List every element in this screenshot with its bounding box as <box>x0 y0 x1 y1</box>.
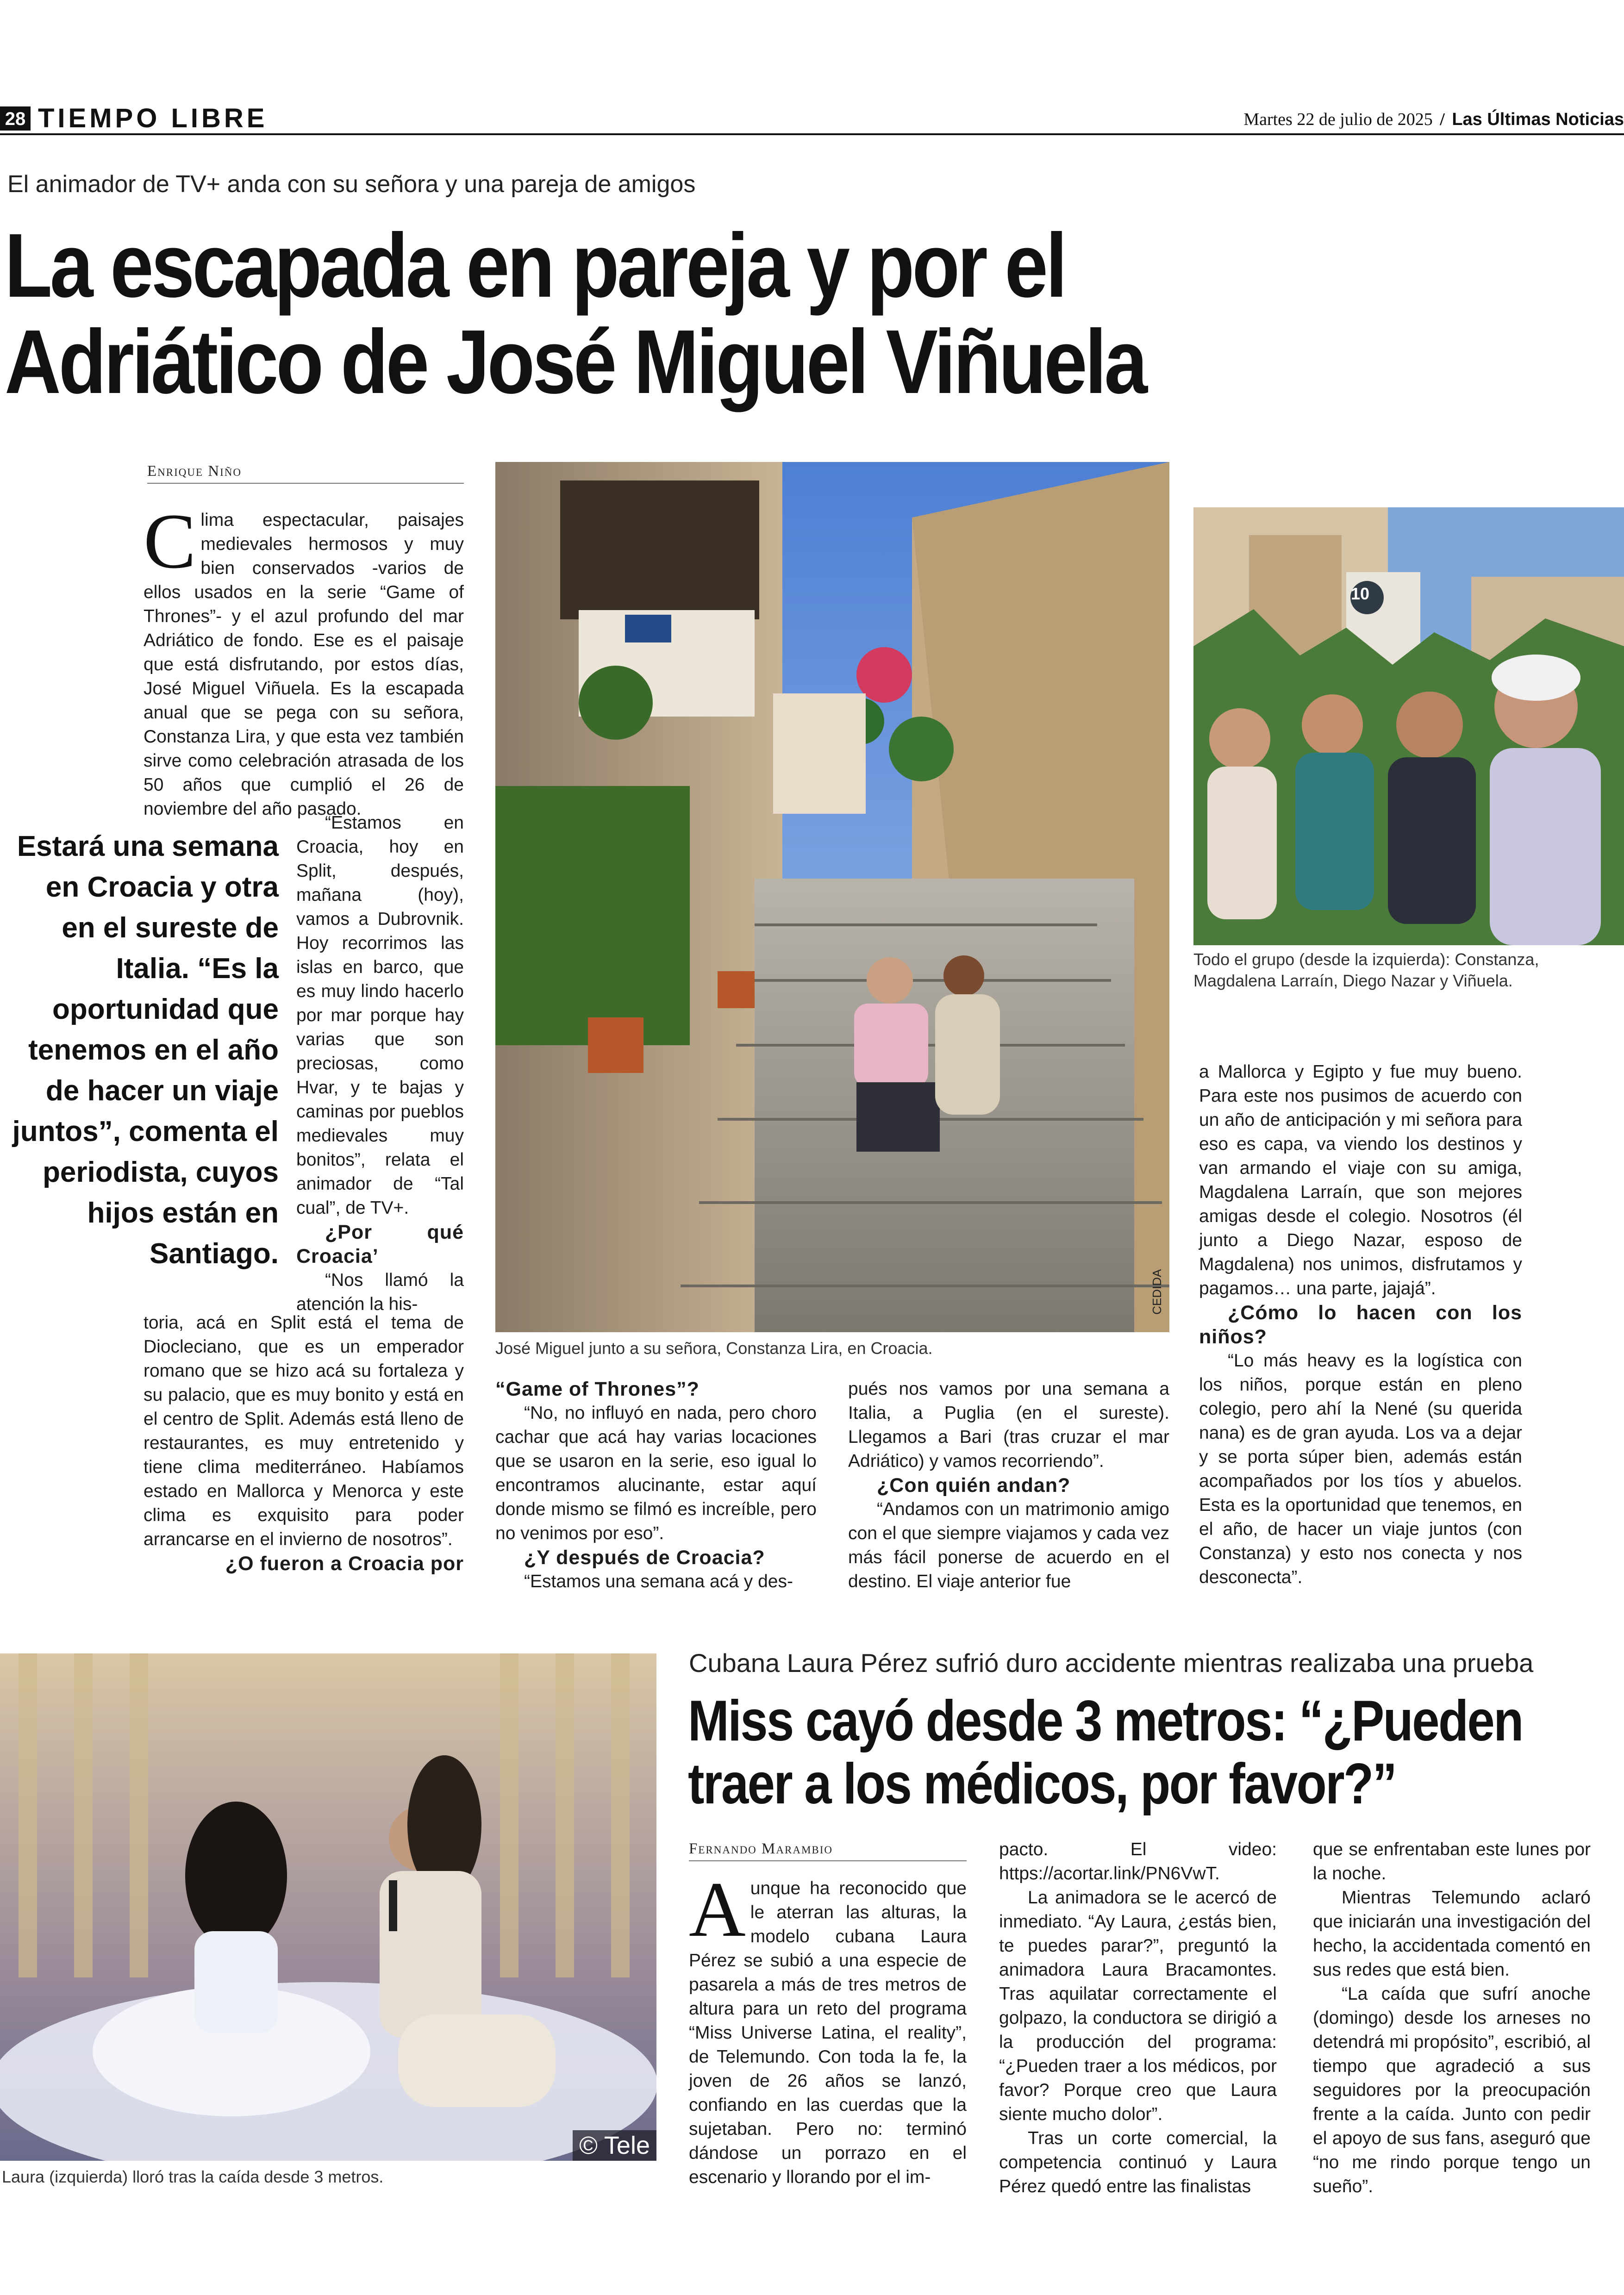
section-title: TIEMPO LIBRE <box>38 103 268 133</box>
article2-col3 <box>1313 1838 1591 2199</box>
article1-pullquote: Estará una semana en Croacia y otra en el sureste de Italia. “Es la oportunidad que tenemos en el año de hacer un viaje juntos”, comenta el periodista, cuyos hijos están en Santiago. <box>12 830 279 1270</box>
article2-paragraph-4: Tras un corte comercial, la competencia continuó y Laura Pérez quedó entre las finalistas <box>999 2128 1277 2196</box>
question-with-whom: ¿Con quién andan? <box>877 1474 1071 1497</box>
article1-col3 <box>848 1377 1169 1594</box>
question-why-croatia: ¿Por qué Croacia’ <box>296 1221 464 1267</box>
article1-paragraph-2: “Estamos en Croacia, hoy en Split, después, mañana (hoy), vamos a Dubrovnik. Hoy recorrimos las islas en barco, que es muy lindo hacerlo por mar porque hay varias que son preciosas, como Hvar, y te bajas y caminas por pueblos medievales muy bonitos”, relata el animador de “Tal cual”, de TV+. <box>296 813 464 1218</box>
dropcap: C <box>144 498 196 585</box>
question-children: ¿Cómo lo hacen con los niños? <box>1199 1302 1522 1348</box>
article1-col2 <box>495 1377 817 1594</box>
photo-group <box>1193 507 1624 945</box>
article2-photo-caption: Laura (izquierda) lloró tras la caída desde 3 metros. <box>2 2167 384 2186</box>
photo-watermark: © Tele <box>573 2130 656 2161</box>
question-after-croatia: ¿Y después de Croacia? <box>524 1547 765 1569</box>
article2-paragraph-2: pacto. El video: https://acortar.link/PN6VwT. <box>999 1840 1277 1883</box>
article1-paragraph-3b: toria, acá en Split está el tema de Diocleciano, que es un emperador romano que se hizo acá su fortaleza y su palacio, que es muy bonito y está en el centro de Split. Además está lleno de restaurantes, es muy entretenido y tiene clima mediterráneo. Habíamos estado en Mallorca y Menorca y este clima es exquisito para poder arrancarse en el invierno de nosotros”. <box>144 1313 464 1549</box>
newspaper-name: Las Últimas Noticias <box>1452 110 1624 129</box>
article2-col2 <box>999 1838 1277 2199</box>
question-game-of-thrones-a: ¿O fueron a Croacia por <box>225 1553 464 1575</box>
article1-col1-wide <box>144 1311 464 1576</box>
article1-paragraph-4: “No, no influyó en nada, pero choro cachar que acá hay varias locaciones que se usaron en la serie, eso igual lo encontramos alucinante, estar aquí donde mismo se filmó es increíble, pero no venimos por eso”. <box>495 1403 817 1543</box>
article2-paragraph-5: que se enfrentaban este lunes por la noche. <box>1313 1840 1591 1883</box>
article2-paragraph-3: La animadora se le acercó de inmediato. “Ay Laura, ¿estás bien, te puedes parar?”, preguntó la animadora Laura Bracamontes. Tras aquilatar correctamente el golpazo, la conductora se dirigió a la producción del programa: “¿Pueden traer a los médicos, por favor? Porque creo que Laura siente mucho dolor”. <box>999 1888 1277 2124</box>
article1-intro <box>144 498 464 821</box>
article1-kicker: El animador de TV+ anda con su señora y una pareja de amigos <box>7 171 696 198</box>
article2-headline-line-1: Miss cayó desde 3 metros: “¿Pueden <box>688 1689 1523 1753</box>
photo1-caption: José Miguel junto a su señora, Constanza Lira, en Croacia. <box>495 1339 933 1358</box>
article1-paragraph-5a: “Estamos una semana acá y des- <box>524 1572 793 1591</box>
date-text: Martes 22 de julio de 2025 <box>1243 110 1433 129</box>
photo-group-image <box>1193 507 1624 945</box>
page-number: 28 <box>0 106 31 131</box>
headline-line-2: Adriático de José Miguel Viñuela <box>5 311 1145 412</box>
photo1-credit: CEDIDA <box>1150 1269 1164 1315</box>
headline-line-1: La escapada en pareja y por el <box>5 215 1065 316</box>
article1-paragraph-6b: a Mallorca y Egipto y fue muy bueno. Para este nos pusimos de acuerdo con un año de anticipación y mi señora para eso es capa, va viendo los destinos y van armando el viaje con su amiga, Magdalena Larraín, que son mejores amigas desde el colegio. Nosotros (él junto a Diego Nazar, esposo de Magdalena) nos unimos, disfrutamos y pagamos… una parte, jajajá”. <box>1199 1062 1522 1298</box>
article1-paragraph-7: “Lo más heavy es la logística con los niños, porque están en pleno colegio, pero ahí la Nené (su querida nana) es de gran ayuda. Los va a dejar y se porta súper bien, además están acompañados por los tíos y abuelos. Esta es la oportunidad que tenemos, en el año, de hacer un viaje juntos (con Constanza) y esto nos conecta y nos desconecta”. <box>1199 1351 1522 1587</box>
page-header <box>0 105 1624 134</box>
article2-paragraph-6: Mientras Telemundo aclaró que iniciarán una investigación del hecho, la accidentada comentó en sus redes que está bien. <box>1313 1888 1591 1980</box>
article1-col4 <box>1199 1060 1522 1590</box>
article2-dropcap: A <box>689 1866 746 1953</box>
article2-col1 <box>689 1866 967 2189</box>
article1-headline <box>5 215 1199 412</box>
article2-paragraph-7: “La caída que sufrí anoche (domingo) desde los arneses no detendrá mi propósito”, escribió, al tiempo que agradeció a sus seguidores por la preocupación frente a la caída. Junto con pedir el apoyo de sus fans, aseguró que “no me rindo porque tengo un sueño”. <box>1313 1984 1591 2196</box>
article1-paragraph-6a: “Andamos con un matrimonio amigo con el que siempre viajamos y cada vez más fácil ponerse de acuerdo en el destino. El viaje anterior fue <box>848 1499 1169 1591</box>
article2-kicker: Cubana Laura Pérez sufrió duro accidente mientras realizaba una prueba <box>689 1648 1534 1678</box>
photo-couple-stairs <box>495 462 1169 1332</box>
article2-headline <box>688 1690 1523 1815</box>
photo-couple-stairs-image <box>495 462 1169 1332</box>
question-game-of-thrones-b: “Game of Thrones”? <box>495 1378 700 1400</box>
article2-paragraph-1: unque ha reconocido que le aterran las alturas, la modelo cubana Laura Pérez se subió a una especie de pasarela a más de tres metros de altura para un reto del programa “Miss Universe Latina, el reality”, de Telemundo. Con toda la fe, la joven de 26 años se lanzó, confiando en las cuerdas que la sujetaban. Pero no: terminó dándose un porrazo en el escenario y llorando por el im- <box>689 1878 967 2187</box>
article2-headline-line-2: traer a los médicos, por favor?” <box>688 1752 1396 1816</box>
article1-col1-narrow <box>296 811 464 1316</box>
article2-byline: Fernando Marambio <box>689 1840 967 1861</box>
article1-paragraph-1: lima espectacular, paisajes medievales hermosos y muy bien conservados -varios de ellos usados en la serie “Game of Thrones”- y el azul profundo del mar Adriático de fondo. Ese es el paisaje que está disfrutando, por estos días, José Miguel Viñuela. Es la escapada anual que se pega con su señora, Constanza Lira, y que esta vez también sirve como celebración atrasada de los 50 años que cumplió el 26 de noviembre del año pasado. <box>144 510 464 819</box>
date-separator: / <box>1440 110 1445 129</box>
article1-paragraph-3a: “Nos llamó la atención la his- <box>296 1270 464 1314</box>
article1-byline: Enrique Niño <box>147 463 464 484</box>
photo-miss-fall-image <box>0 1653 656 2161</box>
photo-miss-fall <box>0 1653 656 2161</box>
article1-paragraph-5b: pués nos vamos por una semana a Italia, a Puglia (en el sureste). Llegamos a Bari (tras cruzar el mar Adriático) y vamos recorriendo”. <box>848 1379 1169 1471</box>
photo2-caption: Todo el grupo (desde la izquierda): Constanza, Magdalena Larraín, Diego Nazar y Viñuela. <box>1193 950 1539 990</box>
sign-number: 10 <box>1351 584 1370 603</box>
header-date <box>1243 109 1624 130</box>
header-rule <box>0 133 1624 135</box>
